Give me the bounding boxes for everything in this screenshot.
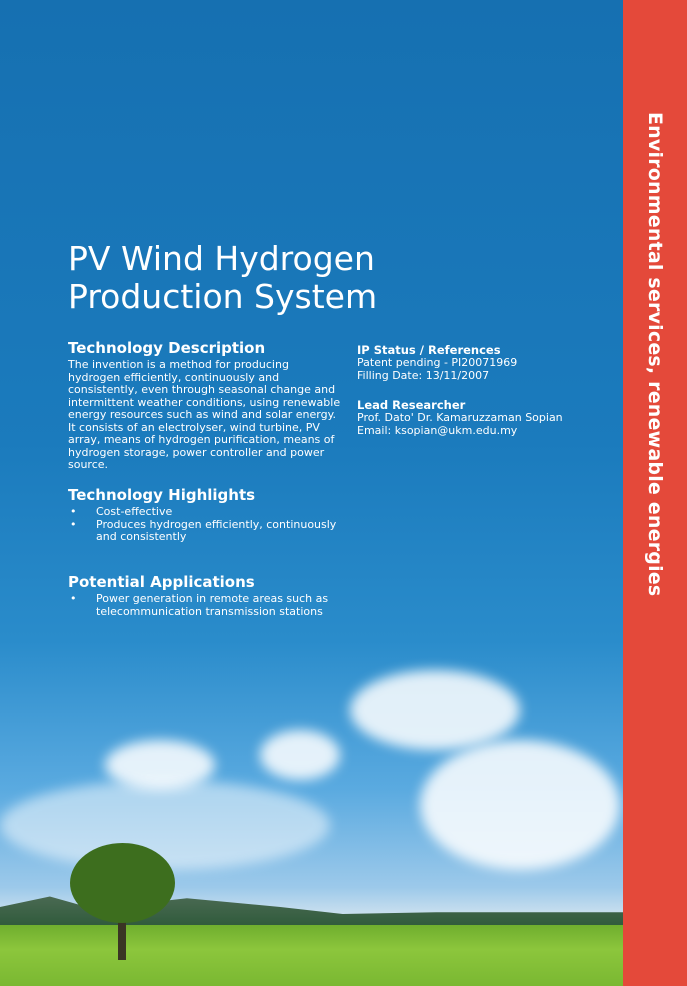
filing-date: Filling Date: 13/11/2007 bbox=[357, 368, 490, 382]
list-item: • Power generation in remote areas such as telecommunication transmission stations bbox=[68, 593, 343, 618]
list-item: • Cost-effective bbox=[68, 506, 343, 519]
cloud bbox=[0, 780, 330, 870]
researcher-email: Email: ksopian@ukm.edu.my bbox=[357, 423, 518, 437]
page-title bbox=[68, 240, 377, 316]
section-heading: IP Status / References bbox=[357, 343, 501, 357]
patent-number: Patent pending - PI20071969 bbox=[357, 356, 518, 369]
cloud bbox=[420, 740, 620, 870]
lead-researcher bbox=[357, 399, 597, 437]
category-label: Environmental services, renewable energies bbox=[644, 112, 666, 597]
grass-field bbox=[0, 925, 623, 986]
technology-highlights bbox=[68, 486, 343, 544]
tree bbox=[70, 843, 175, 923]
researcher-name: Prof. Dato' Dr. Kamaruzzaman Sopian bbox=[357, 411, 563, 424]
section-heading: Technology Description bbox=[68, 339, 266, 357]
ip-status bbox=[357, 344, 597, 382]
cloud bbox=[350, 670, 520, 750]
technology-description bbox=[68, 339, 343, 472]
list-item: • Produces hydrogen efficiently, continuously and consistently bbox=[68, 519, 343, 544]
potential-applications bbox=[68, 573, 343, 618]
cloud bbox=[260, 730, 340, 780]
section-heading: Lead Researcher bbox=[357, 398, 466, 412]
section-heading: Potential Applications bbox=[68, 573, 255, 591]
description-text: The invention is a method for producing hydrogen efficiently, continuously and consistently, even through seasonal change and intermittent weather conditions, using renewable energy resources such as wind and solar energy. It consists of an electrolyser, wind turbine, PV array, means of hydrogen purification, means of hydrogen storage, power controller and power source. bbox=[68, 358, 341, 471]
title-line-2: Production System bbox=[68, 277, 378, 316]
section-heading: Technology Highlights bbox=[68, 486, 256, 504]
title-line-1: PV Wind Hydrogen bbox=[68, 239, 375, 278]
